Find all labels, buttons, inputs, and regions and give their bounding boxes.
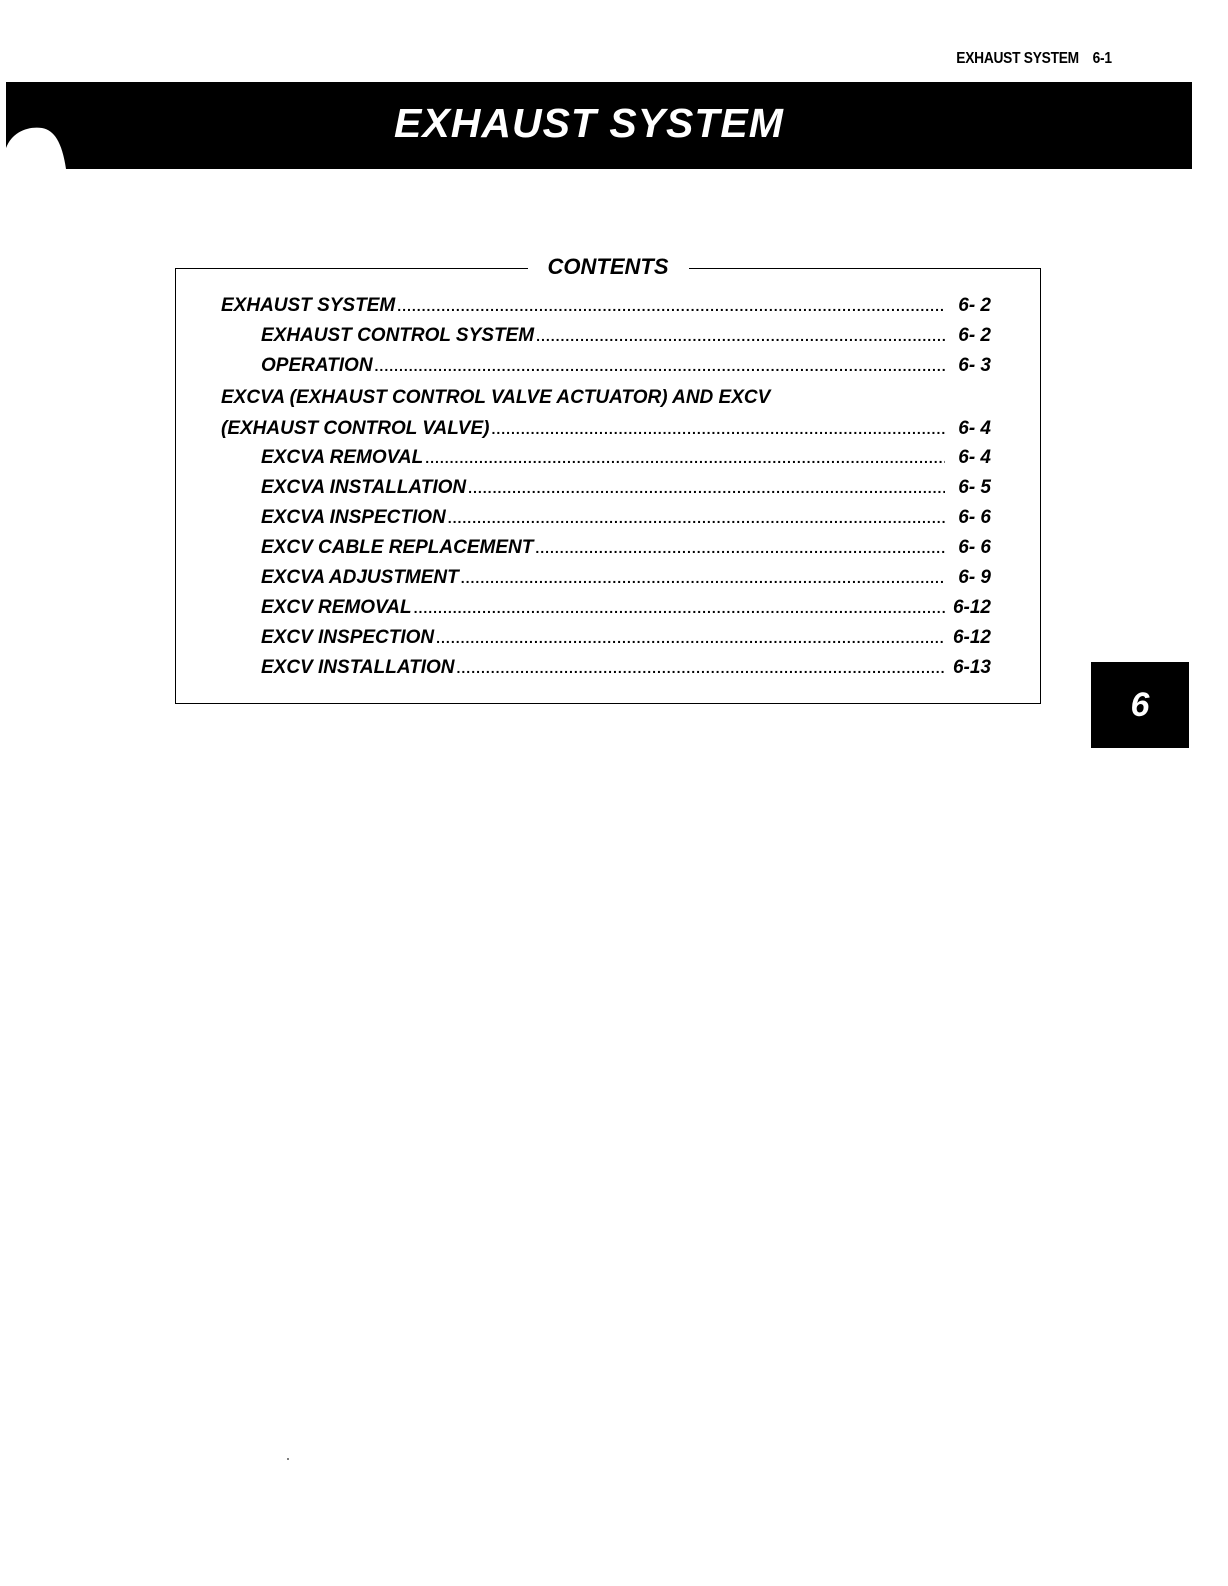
contents-heading: CONTENTS xyxy=(528,254,689,280)
toc-dot-leader xyxy=(436,623,945,653)
toc-entry xyxy=(221,563,991,593)
toc-dot-leader xyxy=(448,503,945,533)
toc-dot-leader xyxy=(461,563,945,593)
running-header-page-number: 6-1 xyxy=(1092,50,1112,67)
toc-entry xyxy=(221,473,991,503)
toc-dot-leader xyxy=(397,291,945,321)
toc-dot-leader xyxy=(425,443,945,473)
toc-entry-page: 6- 3 xyxy=(958,355,991,376)
toc-entry-title: (EXHAUST CONTROL VALVE) xyxy=(221,418,490,439)
toc-entry-title: EXHAUST CONTROL SYSTEM xyxy=(261,325,535,346)
toc-entry-page: 6- 2 xyxy=(958,325,991,346)
contents-heading-wrap xyxy=(176,254,1040,280)
toc-entry xyxy=(221,351,991,381)
toc-entry-page: 6- 4 xyxy=(958,447,991,468)
toc-entry-title: EXCV CABLE REPLACEMENT xyxy=(261,537,534,558)
contents-box xyxy=(175,254,1041,704)
chapter-title-bar xyxy=(6,82,1192,169)
toc-dot-leader xyxy=(457,653,945,683)
toc-entry xyxy=(221,653,991,683)
toc-entry xyxy=(221,381,991,415)
chapter-tab: 6 xyxy=(1091,662,1189,748)
toc-entry-page: 6- 4 xyxy=(958,418,991,439)
toc-entry xyxy=(221,623,991,653)
toc-entry-title: EXHAUST SYSTEM xyxy=(221,295,396,316)
toc-entry-page: 6- 6 xyxy=(958,537,991,558)
toc-entry-page: 6-13 xyxy=(952,657,991,678)
toc-dot-leader xyxy=(535,533,945,563)
toc-entry xyxy=(221,593,991,623)
chapter-title: EXHAUST SYSTEM xyxy=(394,100,784,146)
toc-entry xyxy=(221,503,991,533)
toc-entry xyxy=(221,321,991,351)
toc-entry-title: EXCVA INSPECTION xyxy=(261,507,446,528)
toc-entry-title: EXCVA REMOVAL xyxy=(261,447,424,468)
toc-entry-page: 6- 2 xyxy=(958,295,991,316)
scan-speck xyxy=(287,1458,289,1460)
toc-entry-page: 6- 5 xyxy=(958,477,991,498)
running-header-section: EXHAUST SYSTEM xyxy=(956,50,1080,67)
toc-entry-title: EXCV REMOVAL xyxy=(261,597,412,618)
toc-entry xyxy=(221,533,991,563)
table-of-contents xyxy=(221,291,991,683)
toc-dot-leader xyxy=(375,351,945,381)
toc-entry-page: 6-12 xyxy=(952,597,991,618)
toc-entry-title: EXCV INSPECTION xyxy=(261,627,435,648)
toc-entry-page: 6- 9 xyxy=(958,567,991,588)
toc-entry-title: EXCVA (EXHAUST CONTROL VALVE ACTUATOR) AND EXCV xyxy=(221,387,771,408)
toc-entry-title: OPERATION xyxy=(261,355,373,376)
toc-dot-leader xyxy=(468,473,945,503)
toc-entry-page: 6-12 xyxy=(952,627,991,648)
toc-dot-leader xyxy=(491,415,945,443)
toc-entry-title: EXCV INSTALLATION xyxy=(261,657,455,678)
toc-entry-page: 6- 6 xyxy=(958,507,991,528)
toc-entry xyxy=(221,291,991,321)
toc-entry-title: EXCVA ADJUSTMENT xyxy=(261,567,459,588)
toc-dot-leader xyxy=(536,321,945,351)
running-header xyxy=(957,50,1112,68)
toc-entry xyxy=(221,443,991,473)
toc-entry xyxy=(221,415,991,443)
toc-entry-title: EXCVA INSTALLATION xyxy=(261,477,467,498)
toc-dot-leader xyxy=(414,593,945,623)
